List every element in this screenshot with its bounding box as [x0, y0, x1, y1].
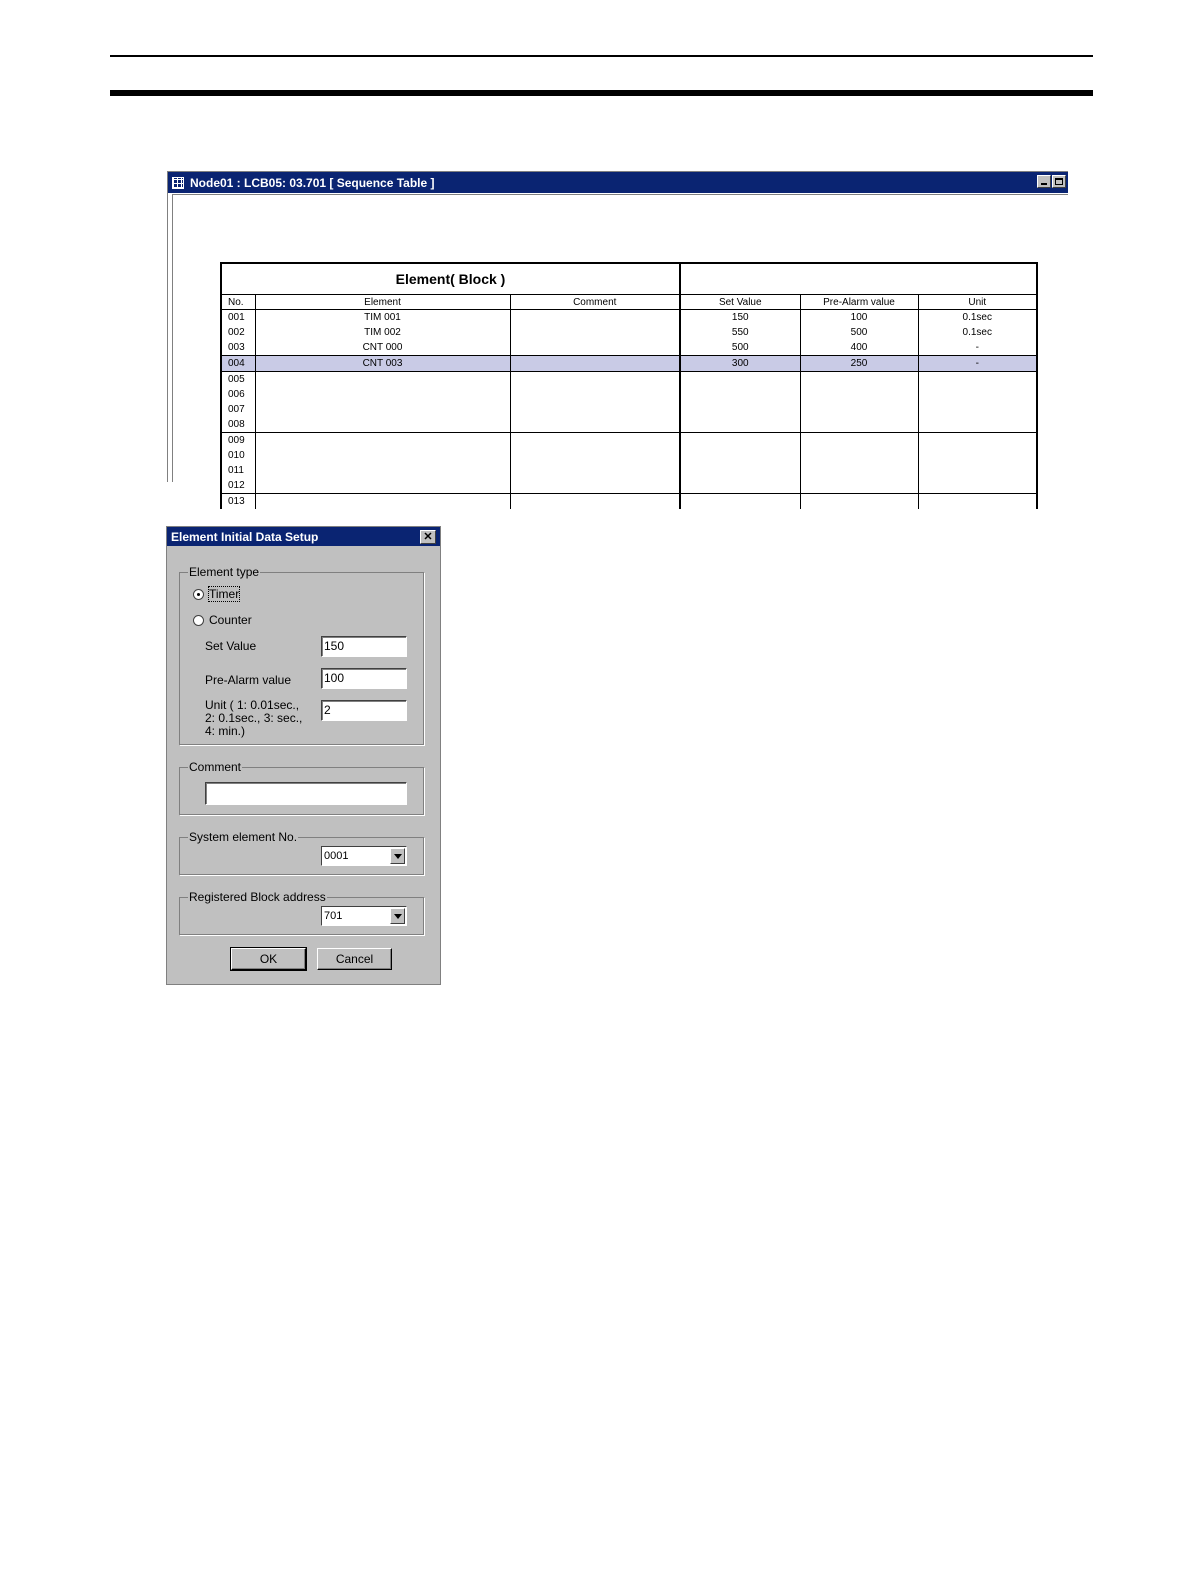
cell-no[interactable]: 009: [221, 433, 255, 449]
table-row[interactable]: [221, 463, 1037, 478]
element-type-group: [179, 565, 424, 745]
timer-label[interactable]: Timer: [209, 587, 240, 601]
table-row[interactable]: [221, 340, 1037, 356]
cell-unit[interactable]: [918, 448, 1037, 463]
cell-comment[interactable]: [510, 387, 680, 402]
set-value-input[interactable]: 150: [321, 636, 407, 657]
cell-no[interactable]: 012: [221, 478, 255, 494]
system-element-value: 0001: [324, 850, 349, 862]
col-set-value-header[interactable]: Set Value: [680, 295, 800, 310]
system-element-label: System element No.: [189, 830, 298, 844]
unit-label: Unit ( 1: 0.01sec., 2: 0.1sec., 3: sec., 4: min.): [205, 698, 303, 738]
block-address-value: 701: [324, 910, 343, 922]
cell-no[interactable]: 002: [221, 325, 255, 340]
header-rule-thin: [110, 55, 1093, 57]
comment-input[interactable]: [205, 782, 407, 805]
sequence-table: [220, 262, 1038, 509]
cell-no[interactable]: 010: [221, 448, 255, 463]
cell-unit[interactable]: [918, 387, 1037, 402]
cell-pre-alarm[interactable]: 100: [800, 310, 918, 326]
cell-pre-alarm[interactable]: [800, 402, 918, 417]
chevron-down-icon[interactable]: [390, 848, 405, 864]
cell-unit[interactable]: [918, 433, 1037, 449]
cell-set-value[interactable]: [680, 402, 800, 417]
cell-no[interactable]: 008: [221, 417, 255, 433]
cell-element[interactable]: [255, 478, 510, 494]
block-address-group: [179, 890, 424, 935]
sequence-table-window: [167, 171, 1068, 507]
table-row[interactable]: [221, 325, 1037, 340]
cell-pre-alarm[interactable]: [800, 463, 918, 478]
system-element-group: [179, 830, 424, 875]
cell-no[interactable]: 001: [221, 310, 255, 326]
table-row[interactable]: [221, 417, 1037, 433]
chevron-down-icon[interactable]: [390, 908, 405, 924]
cell-comment[interactable]: [510, 402, 680, 417]
cell-pre-alarm[interactable]: 500: [800, 325, 918, 340]
cell-unit[interactable]: [918, 494, 1037, 510]
counter-radio[interactable]: [193, 615, 204, 626]
minimize-icon[interactable]: [1037, 175, 1051, 188]
cell-comment[interactable]: [510, 325, 680, 340]
table-row[interactable]: [221, 387, 1037, 402]
element-type-label: Element type: [189, 565, 260, 579]
cell-unit[interactable]: 0.1sec: [918, 310, 1037, 326]
cell-comment[interactable]: [510, 417, 680, 433]
cell-element[interactable]: [255, 433, 510, 449]
table-row[interactable]: [221, 372, 1037, 388]
cell-set-value[interactable]: [680, 417, 800, 433]
col-element-header[interactable]: Element: [255, 295, 510, 310]
cell-element[interactable]: CNT 000: [255, 340, 510, 356]
block-address-label: Registered Block address: [189, 890, 326, 904]
cell-unit[interactable]: [918, 417, 1037, 433]
ok-button[interactable]: OK: [231, 948, 306, 970]
cell-pre-alarm[interactable]: [800, 494, 918, 510]
dialog-titlebar[interactable]: [167, 527, 440, 546]
sequence-table-titlebar[interactable]: [168, 172, 1068, 193]
cell-set-value[interactable]: 300: [680, 356, 800, 372]
cell-element[interactable]: TIM 002: [255, 325, 510, 340]
cell-set-value[interactable]: 150: [680, 310, 800, 326]
cell-unit[interactable]: [918, 463, 1037, 478]
table-row[interactable]: [221, 310, 1037, 326]
pre-alarm-label: Pre-Alarm value: [205, 673, 292, 687]
cell-pre-alarm[interactable]: 250: [800, 356, 918, 372]
cell-set-value[interactable]: [680, 448, 800, 463]
cell-no[interactable]: 003: [221, 340, 255, 356]
cell-comment[interactable]: [510, 372, 680, 388]
cell-element[interactable]: [255, 448, 510, 463]
cell-comment[interactable]: [510, 340, 680, 356]
cell-element[interactable]: [255, 387, 510, 402]
cell-comment[interactable]: [510, 448, 680, 463]
cell-element[interactable]: [255, 402, 510, 417]
blank-group-header: [680, 263, 1037, 295]
cell-unit[interactable]: 0.1sec: [918, 325, 1037, 340]
cell-no[interactable]: 007: [221, 402, 255, 417]
cancel-button[interactable]: Cancel: [317, 948, 392, 970]
col-comment-header[interactable]: Comment: [510, 295, 680, 310]
cell-unit[interactable]: [918, 372, 1037, 388]
close-icon[interactable]: ✕: [420, 530, 436, 544]
cell-element[interactable]: [255, 417, 510, 433]
cell-element[interactable]: [255, 494, 510, 510]
cell-pre-alarm[interactable]: [800, 417, 918, 433]
table-row[interactable]: [221, 402, 1037, 417]
block-address-select[interactable]: [321, 906, 407, 926]
cell-pre-alarm[interactable]: [800, 478, 918, 494]
cell-comment[interactable]: [510, 356, 680, 372]
cell-element[interactable]: [255, 463, 510, 478]
cell-set-value[interactable]: 550: [680, 325, 800, 340]
cell-comment[interactable]: [510, 494, 680, 510]
cell-comment[interactable]: [510, 478, 680, 494]
system-element-select[interactable]: [321, 846, 407, 866]
cell-set-value[interactable]: [680, 433, 800, 449]
cell-element[interactable]: TIM 001: [255, 310, 510, 326]
table-row[interactable]: [221, 433, 1037, 449]
cell-unit[interactable]: [918, 478, 1037, 494]
cell-no[interactable]: 006: [221, 387, 255, 402]
element-block-header: Element( Block ): [221, 263, 680, 295]
col-no-header[interactable]: No.: [221, 295, 255, 310]
cell-unit[interactable]: [918, 402, 1037, 417]
unit-input[interactable]: 2: [321, 700, 407, 721]
cell-pre-alarm[interactable]: [800, 372, 918, 388]
cell-element[interactable]: [255, 372, 510, 388]
cell-comment[interactable]: [510, 433, 680, 449]
cell-no[interactable]: 004: [221, 356, 255, 372]
timer-radio[interactable]: [193, 589, 204, 600]
cell-set-value[interactable]: [680, 387, 800, 402]
cell-set-value[interactable]: 500: [680, 340, 800, 356]
header-rule-thick: [110, 90, 1093, 96]
cell-set-value[interactable]: [680, 372, 800, 388]
cell-pre-alarm[interactable]: [800, 448, 918, 463]
dialog-title: Element Initial Data Setup: [171, 529, 319, 544]
sequence-table-area: [172, 194, 1068, 507]
cell-set-value[interactable]: [680, 478, 800, 494]
cell-no[interactable]: 013: [221, 494, 255, 510]
cell-element[interactable]: CNT 003: [255, 356, 510, 372]
comment-label: Comment: [189, 760, 242, 774]
cell-no[interactable]: 005: [221, 372, 255, 388]
cell-set-value[interactable]: [680, 494, 800, 510]
column-header-row: [221, 295, 1037, 310]
cell-pre-alarm[interactable]: [800, 433, 918, 449]
element-initial-data-dialog: [166, 526, 441, 985]
cell-pre-alarm[interactable]: [800, 387, 918, 402]
maximize-icon[interactable]: [1052, 175, 1066, 188]
table-row[interactable]: [221, 494, 1037, 510]
cell-set-value[interactable]: [680, 463, 800, 478]
counter-label[interactable]: Counter: [209, 613, 252, 627]
col-pre-alarm-header[interactable]: Pre-Alarm value: [800, 295, 918, 310]
cell-pre-alarm[interactable]: 400: [800, 340, 918, 356]
table-grid-icon: [172, 177, 184, 189]
cell-no[interactable]: 011: [221, 463, 255, 478]
pre-alarm-input[interactable]: 100: [321, 668, 407, 689]
cell-comment[interactable]: [510, 310, 680, 326]
table-row[interactable]: [221, 478, 1037, 494]
set-value-label: Set Value: [205, 639, 257, 653]
col-unit-header[interactable]: Unit: [918, 295, 1037, 310]
table-row[interactable]: [221, 448, 1037, 463]
cell-comment[interactable]: [510, 463, 680, 478]
cell-unit[interactable]: -: [918, 340, 1037, 356]
sequence-table-title: Node01 : LCB05: 03.701 [ Sequence Table ]: [190, 175, 435, 190]
cell-unit[interactable]: -: [918, 356, 1037, 372]
table-row[interactable]: [221, 356, 1037, 372]
comment-group: [179, 760, 424, 815]
